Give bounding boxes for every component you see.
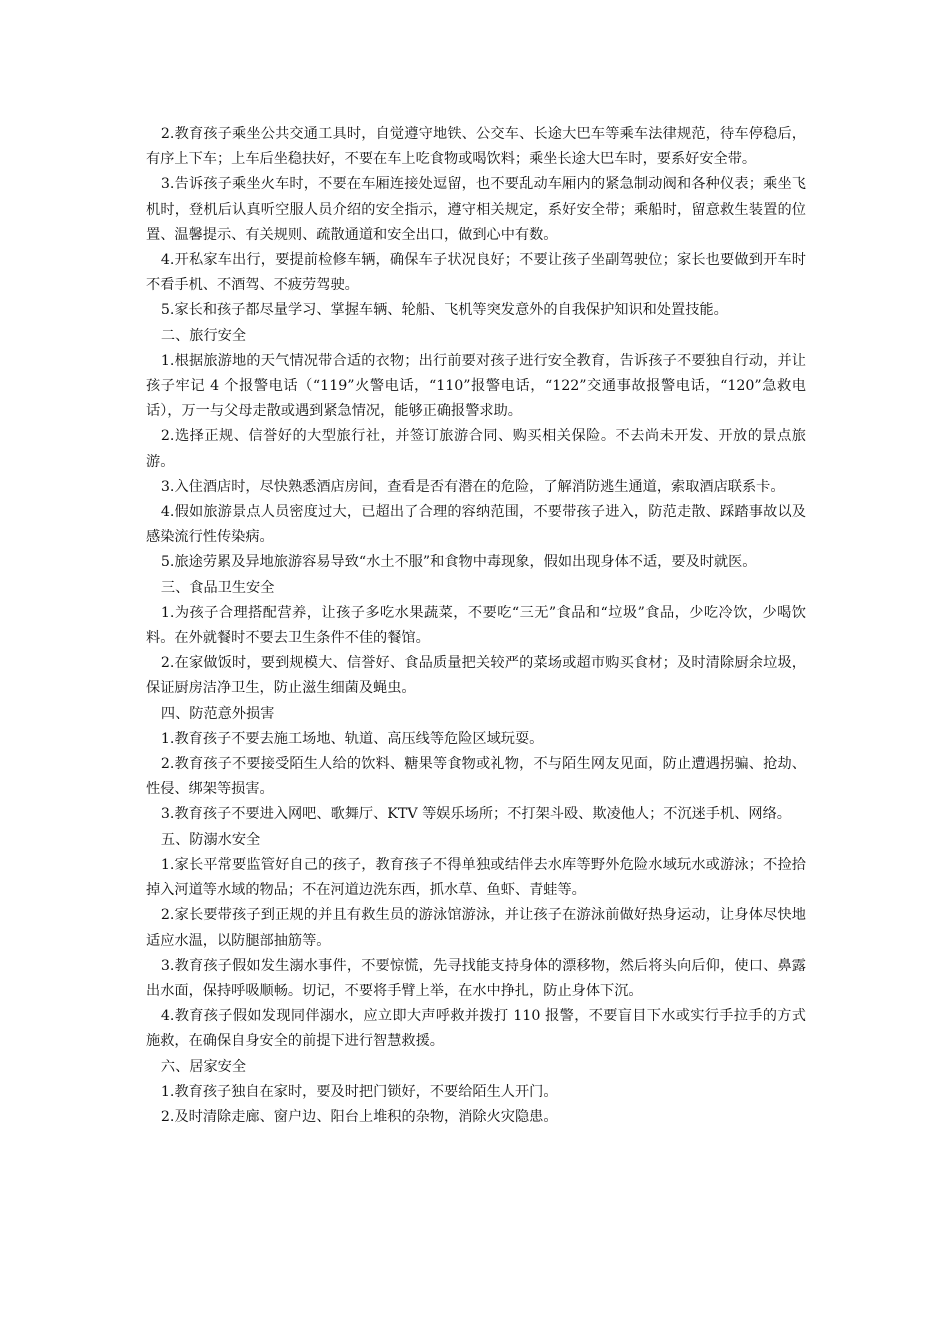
list-item: 2.在家做饭时，要到规模大、信誉好、食品质量把关较严的菜场或超市购买食材；及时清除厨余垃圾，保证厨房洁净卫生，防止滋生细菌及蝇虫。 xyxy=(146,655,806,697)
section-heading: 五、防溺水安全 xyxy=(160,831,261,848)
section-heading: 六、居家安全 xyxy=(160,1058,247,1075)
list-item: 3.教育孩子假如发生溺水事件，不要惊慌，先寻找能支持身体的漂移物，然后将头向后仰，使口、鼻露出水面，保持呼吸顺畅。切记，不要将手臂上举，在水中挣扎，防止身体下沉。 xyxy=(146,957,806,999)
list-item: 1.教育孩子独自在家时，要及时把门锁好，不要给陌生人开门。 xyxy=(160,1083,558,1100)
list-item: 1.家长平常要监管好自己的孩子，教育孩子不得单独或结伴去水库等野外危险水域玩水或游泳；不捡拾掉入河道等水域的物品；不在河道边洗东西，抓水草、鱼虾、青蛙等。 xyxy=(146,856,806,899)
list-item: 4.教育孩子假如发现同伴溺水，应立即大声呼救并拨打 110 报警，不要盲目下水或实行手拉手的方式施救，在确保自身安全的前提下进行智慧救援。 xyxy=(146,1008,806,1050)
list-item: 4.开私家车出行，要提前检修车辆，确保车子状况良好；不要让孩子坐副驾驶位；家长也要做到开车时不看手机、不酒驾、不疲劳驾驶。 xyxy=(146,252,806,294)
list-item: 2.教育孩子不要接受陌生人给的饮料、糖果等食物或礼物，不与陌生网友见面，防止遭遇拐骗、抢劫、性侵、绑架等损害。 xyxy=(146,756,806,798)
list-item: 3.教育孩子不要进入网吧、歌舞厅、KTV 等娱乐场所；不打架斗殴、欺凌他人；不沉迷手机、网络。 xyxy=(160,806,791,823)
document-body xyxy=(146,122,806,1130)
list-item: 2.及时清除走廊、窗户边、阳台上堆积的杂物，消除火灾隐患。 xyxy=(160,1108,558,1125)
list-item: 2.家长要带孩子到正规的并且有救生员的游泳馆游泳，并让孩子在游泳前做好热身运动，让身体尽快地适应水温，以防腿部抽筋等。 xyxy=(146,907,806,949)
list-item: 5.旅途劳累及异地旅游容易导致“水土不服”和食物中毒现象，假如出现身体不适，要及时就医。 xyxy=(160,554,757,571)
list-item: 3.入住酒店时，尽快熟悉酒店房间，查看是否有潜在的危险，了解消防逃生通道，索取酒店联系卡。 xyxy=(160,478,785,495)
list-item: 5.家长和孩子都尽量学习、掌握车辆、轮船、飞机等突发意外的自我保护知识和处置技能。 xyxy=(160,302,728,319)
list-item: 1.教育孩子不要去施工场地、轨道、高压线等危险区域玩耍。 xyxy=(160,730,544,747)
section-heading: 三、食品卫生安全 xyxy=(160,579,275,596)
list-item: 1.为孩子合理搭配营养，让孩子多吃水果蔬菜，不要吃“三无”食品和“垃圾”食品，少吃冷饮，少喝饮料。在外就餐时不要去卫生条件不佳的餐馆。 xyxy=(146,604,806,647)
list-item: 3.告诉孩子乘坐火车时，不要在车厢连接处逗留，也不要乱动车厢内的紧急制动阀和各种仪表；乘坐飞机时，登机后认真听空服人员介绍的安全指示，遵守相关规定，系好安全带；乘船时，留意救生装置的位置、温馨提示、有关规则、疏散通道和安全出口，做到心中有数。 xyxy=(146,176,806,243)
list-item: 1.根据旅游地的天气情况带合适的衣物；出行前要对孩子进行安全教育，告诉孩子不要独自行动，并让孩子牢记 4 个报警电话（“119”火警电话，“110”报警电话，“122”交通事故报警电话，“120”急救电话），万一与父母走散或遇到紧急情况，能够正确报警求助。 xyxy=(146,352,806,420)
section-heading: 二、旅行安全 xyxy=(160,327,247,344)
list-item: 4.假如旅游景点人员密度过大，已超出了合理的容纳范围，不要带孩子进入，防范走散、踩踏事故以及感染流行性传染病。 xyxy=(146,504,806,546)
list-item: 2.教育孩子乘坐公共交通工具时，自觉遵守地铁、公交车、长途大巴车等乘车法律规范，待车停稳后，有序上下车；上车后坐稳扶好，不要在车上吃食物或喝饮料；乘坐长途大巴车时，要系好安全带。 xyxy=(146,126,806,168)
list-item: 2.选择正规、信誉好的大型旅行社，并签订旅游合同、购买相关保险。不去尚未开发、开放的景点旅游。 xyxy=(146,428,806,470)
section-heading: 四、防范意外损害 xyxy=(160,705,275,722)
